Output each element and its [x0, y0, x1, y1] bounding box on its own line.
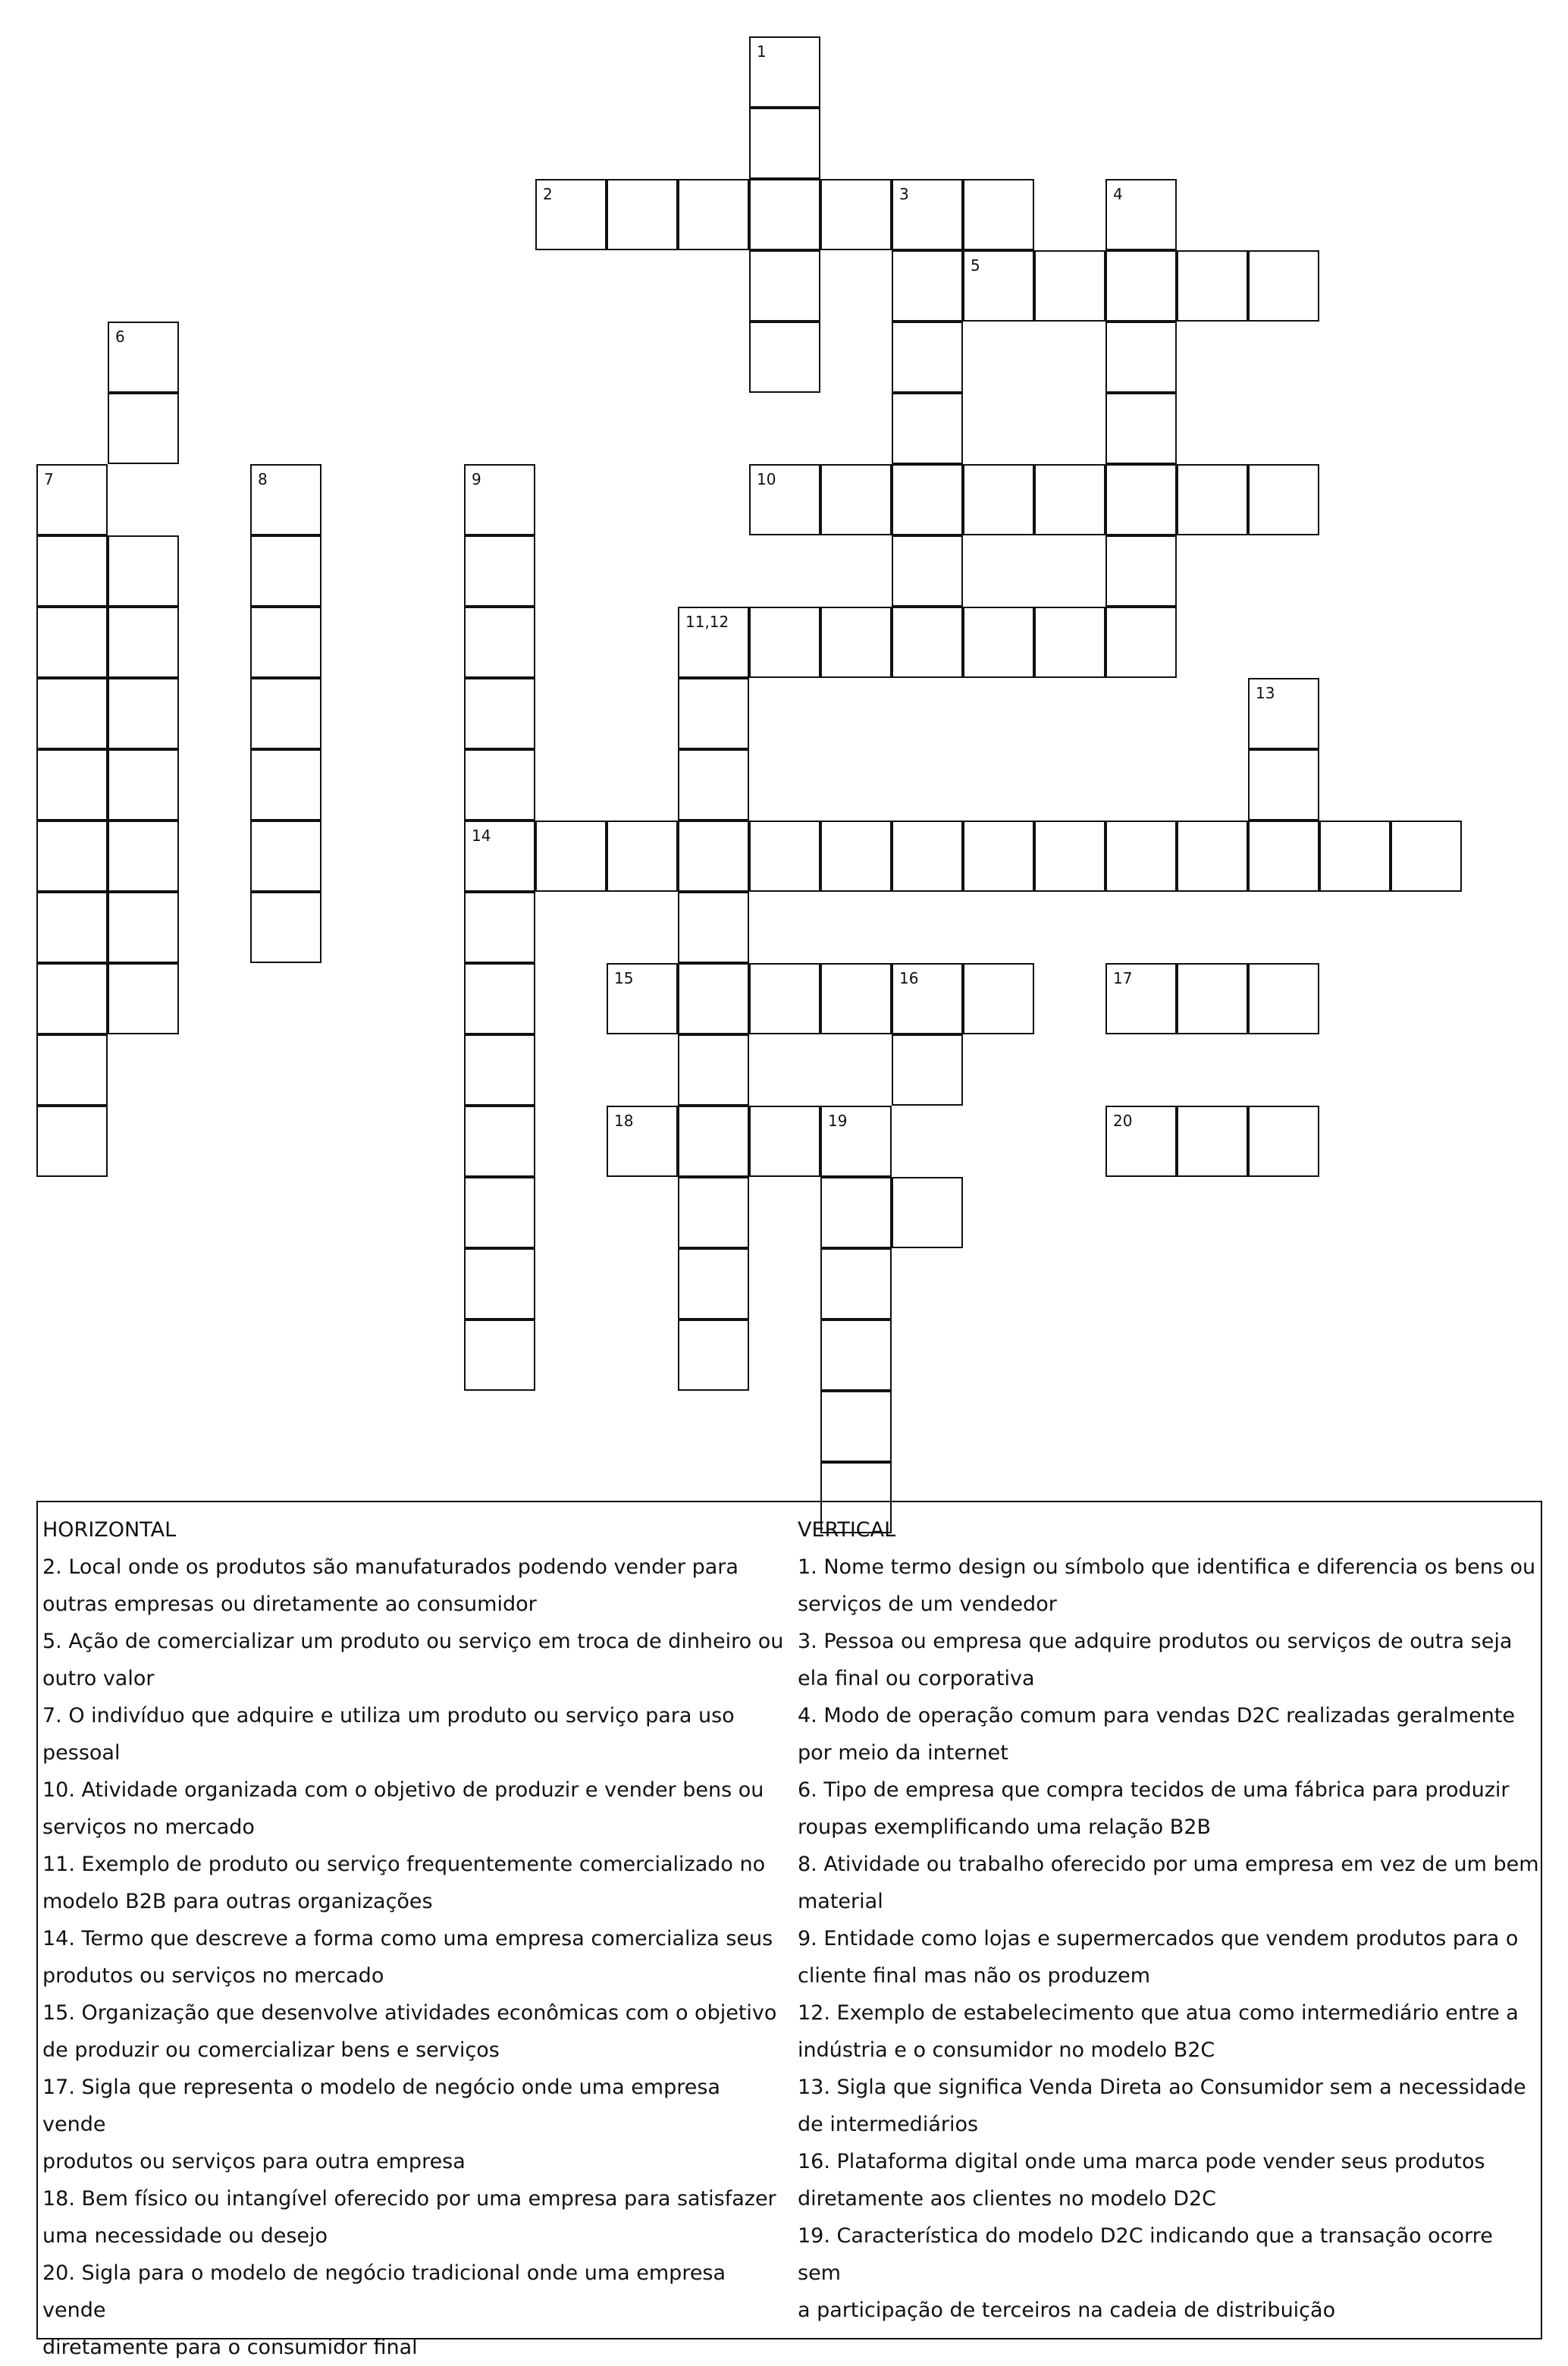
crossword-cell[interactable] — [108, 393, 179, 464]
crossword-cell[interactable] — [464, 607, 535, 678]
crossword-cell[interactable] — [749, 108, 820, 179]
clue-number: 8 — [258, 470, 268, 488]
crossword-cell[interactable] — [1248, 464, 1319, 535]
clue-number: 4 — [1113, 185, 1123, 203]
clue-number: 16 — [899, 969, 919, 987]
vertical-clue-line: 13. Sigla que significa Venda Direta ao Consumidor sem a necessidade — [798, 2076, 1526, 2099]
crossword-cell[interactable] — [892, 1177, 963, 1248]
crossword-cell[interactable] — [1177, 250, 1248, 322]
crossword-cell[interactable] — [108, 607, 179, 678]
crossword-cell[interactable] — [108, 535, 179, 607]
horizontal-clue-line: outras empresas ou diretamente ao consumidor — [42, 1592, 537, 1616]
horizontal-clue-line: uma necessidade ou desejo — [42, 2224, 328, 2248]
vertical-clue-line: serviços de um vendedor — [798, 1592, 1057, 1616]
horizontal-clue-line: 20. Sigla para o modelo de negócio tradicional onde uma empresa vende — [42, 2261, 726, 2322]
crossword-cell[interactable] — [1034, 607, 1105, 678]
crossword-cell[interactable] — [535, 821, 607, 892]
crossword-cell[interactable] — [1248, 821, 1319, 892]
horizontal-clue-line: diretamente para o consumidor final — [42, 2336, 418, 2359]
crossword-cell[interactable] — [1105, 393, 1177, 464]
crossword-cell[interactable] — [1319, 821, 1391, 892]
crossword-cell[interactable] — [250, 607, 321, 678]
horizontal-clues-column — [42, 1511, 786, 2366]
crossword-cell[interactable] — [820, 1391, 892, 1462]
vertical-clue-line: 6. Tipo de empresa que compra tecidos de uma fábrica para produzir — [798, 1778, 1510, 1802]
crossword-cell[interactable] — [36, 749, 108, 821]
crossword-cell[interactable] — [749, 464, 820, 535]
crossword-cell[interactable] — [1177, 1106, 1248, 1177]
clue-number: 9 — [472, 470, 481, 488]
crossword-cell[interactable] — [892, 322, 963, 393]
crossword-cell[interactable] — [678, 678, 749, 749]
crossword-cell[interactable] — [678, 607, 749, 678]
crossword-cell[interactable] — [464, 821, 535, 892]
crossword-cell[interactable] — [36, 678, 108, 749]
vertical-clue-line: 8. Atividade ou trabalho oferecido por uma empresa em vez de um bem — [798, 1853, 1539, 1876]
horizontal-clue-line: modelo B2B para outras organizações — [42, 1890, 433, 1913]
crossword-cell[interactable] — [250, 821, 321, 892]
crossword-cell[interactable] — [678, 1177, 749, 1248]
crossword-cell[interactable] — [108, 322, 179, 393]
horizontal-clue-line: 11. Exemplo de produto ou serviço frequentemente comercializado no — [42, 1853, 766, 1876]
crossword-cell[interactable] — [1248, 1106, 1319, 1177]
crossword-cell[interactable] — [892, 963, 963, 1034]
crossword-cell[interactable] — [464, 535, 535, 607]
crossword-cell[interactable] — [607, 1106, 678, 1177]
crossword-cell[interactable] — [820, 607, 892, 678]
vertical-clue-line: ela final ou corporativa — [798, 1667, 1035, 1690]
clue-number: 3 — [899, 185, 909, 203]
crossword-cell[interactable] — [1105, 535, 1177, 607]
horizontal-clue-line: 10. Atividade organizada com o objetivo de produzir e vender bens ou — [42, 1778, 764, 1802]
horizontal-heading: HORIZONTAL — [42, 1518, 177, 1542]
clue-number: 2 — [543, 185, 553, 203]
crossword-cell[interactable] — [464, 1248, 535, 1320]
crossword-cell[interactable] — [678, 1034, 749, 1106]
horizontal-clue-line: 17. Sigla que representa o modelo de negócio onde uma empresa vende — [42, 2076, 720, 2136]
horizontal-clue-line: 5. Ação de comercializar um produto ou serviço em troca de dinheiro ou — [42, 1630, 784, 1653]
horizontal-clue-line: outro valor — [42, 1667, 155, 1690]
crossword-cell[interactable] — [892, 821, 963, 892]
clue-number: 7 — [44, 470, 54, 488]
crossword-cell[interactable] — [1248, 749, 1319, 821]
horizontal-clue-line: serviços no mercado — [42, 1815, 255, 1839]
crossword-cell[interactable] — [464, 1177, 535, 1248]
clue-number: 1 — [757, 42, 767, 61]
crossword-cell[interactable] — [678, 1320, 749, 1391]
vertical-clue-line: 3. Pessoa ou empresa que adquire produtos ou serviços de outra seja — [798, 1630, 1513, 1653]
crossword-cell[interactable] — [1105, 322, 1177, 393]
crossword-cell[interactable] — [464, 464, 535, 535]
crossword-cell[interactable] — [678, 963, 749, 1034]
clue-number: 6 — [115, 328, 125, 346]
horizontal-clue-line: 2. Local onde os produtos são manufaturados podendo vender para — [42, 1555, 739, 1579]
crossword-cell[interactable] — [1177, 464, 1248, 535]
crossword-cell[interactable] — [36, 1034, 108, 1106]
crossword-cell[interactable] — [36, 464, 108, 535]
crossword-cell[interactable] — [749, 1106, 820, 1177]
vertical-clue-line: 16. Plataforma digital onde uma marca pode vender seus produtos — [798, 2150, 1485, 2173]
crossword-cell[interactable] — [1248, 963, 1319, 1034]
crossword-cell[interactable] — [250, 464, 321, 535]
crossword-cell[interactable] — [963, 821, 1034, 892]
crossword-cell[interactable] — [108, 749, 179, 821]
crossword-cell[interactable] — [36, 821, 108, 892]
crossword-cell[interactable] — [250, 678, 321, 749]
crossword-cell[interactable] — [820, 963, 892, 1034]
crossword-cell[interactable] — [464, 963, 535, 1034]
vertical-clues-column — [798, 1511, 1541, 2329]
vertical-clue-line: 12. Exemplo de estabelecimento que atua como intermediário entre a — [798, 2001, 1519, 2025]
crossword-cell[interactable] — [1105, 607, 1177, 678]
vertical-clue-line: diretamente aos clientes no modelo D2C — [798, 2187, 1217, 2211]
horizontal-clue-line: 7. O indivíduo que adquire e utiliza um produto ou serviço para uso — [42, 1704, 735, 1727]
crossword-cell[interactable] — [820, 1177, 892, 1248]
clue-number: 15 — [614, 969, 634, 987]
crossword-cell[interactable] — [678, 892, 749, 963]
crossword-cell[interactable] — [892, 607, 963, 678]
crossword-cell[interactable] — [1034, 250, 1105, 322]
crossword-cell[interactable] — [749, 821, 820, 892]
crossword-cell[interactable] — [820, 1320, 892, 1391]
crossword-cell[interactable] — [963, 464, 1034, 535]
crossword-cell[interactable] — [250, 892, 321, 963]
horizontal-clue-line: 18. Bem físico ou intangível oferecido por uma empresa para satisfazer — [42, 2187, 776, 2211]
clue-number: 19 — [828, 1112, 848, 1130]
crossword-cell[interactable] — [108, 963, 179, 1034]
clue-number: 17 — [1113, 969, 1133, 987]
crossword-cell[interactable] — [1105, 179, 1177, 250]
crossword-cell[interactable] — [1034, 821, 1105, 892]
crossword-cell[interactable] — [36, 607, 108, 678]
crossword-cell[interactable] — [108, 678, 179, 749]
vertical-clue-line: 19. Característica do modelo D2C indicando que a transação ocorre sem — [798, 2224, 1493, 2285]
crossword-cell[interactable] — [1034, 464, 1105, 535]
vertical-clue-line: por meio da internet — [798, 1741, 1008, 1765]
crossword-cell[interactable] — [1105, 963, 1177, 1034]
crossword-cell[interactable] — [36, 1106, 108, 1177]
crossword-cell[interactable] — [963, 250, 1034, 322]
crossword-cell[interactable] — [464, 749, 535, 821]
crossword-cell[interactable] — [820, 464, 892, 535]
crossword-cell[interactable] — [607, 179, 678, 250]
crossword-cell[interactable] — [607, 821, 678, 892]
clue-panel — [36, 1501, 1542, 2359]
crossword-cell[interactable] — [1177, 821, 1248, 892]
horizontal-clue-line: produtos ou serviços para outra empresa — [42, 2150, 466, 2173]
crossword-cell[interactable] — [464, 1106, 535, 1177]
crossword-cell[interactable] — [464, 1320, 535, 1391]
crossword-cell[interactable] — [963, 607, 1034, 678]
crossword-cell[interactable] — [820, 179, 892, 250]
crossword-cell[interactable] — [963, 963, 1034, 1034]
crossword-cell[interactable] — [892, 535, 963, 607]
crossword-cell[interactable] — [678, 1248, 749, 1320]
crossword-cell[interactable] — [749, 250, 820, 322]
horizontal-clue-line: 15. Organização que desenvolve atividades econômicas com o objetivo — [42, 2001, 777, 2025]
crossword-cell[interactable] — [892, 1034, 963, 1106]
crossword-cell[interactable] — [1248, 250, 1319, 322]
vertical-clue-line: roupas exemplificando uma relação B2B — [798, 1815, 1211, 1839]
vertical-clue-line: 1. Nome termo design ou símbolo que identifica e diferencia os bens ou — [798, 1555, 1536, 1579]
clue-number: 18 — [614, 1112, 634, 1130]
crossword-cell[interactable] — [820, 1248, 892, 1320]
crossword-cell[interactable] — [749, 607, 820, 678]
crossword-cell[interactable] — [1248, 678, 1319, 749]
clue-number: 13 — [1256, 684, 1275, 702]
clue-number: 5 — [971, 256, 980, 275]
crossword-cell[interactable] — [250, 535, 321, 607]
crossword-cell[interactable] — [108, 821, 179, 892]
crossword-cell[interactable] — [892, 179, 963, 250]
crossword-cell[interactable] — [749, 179, 820, 250]
clue-number: 11,12 — [685, 613, 729, 631]
vertical-clue-line: 9. Entidade como lojas e supermercados que vendem produtos para o — [798, 1927, 1519, 1950]
crossword-cell[interactable] — [108, 892, 179, 963]
vertical-clue-line: de intermediários — [798, 2113, 979, 2136]
clue-number: 10 — [757, 470, 776, 488]
crossword-cell[interactable] — [892, 393, 963, 464]
crossword-cell[interactable] — [36, 892, 108, 963]
vertical-heading: VERTICAL — [798, 1518, 896, 1542]
crossword-cell[interactable] — [36, 963, 108, 1034]
clue-number: 14 — [472, 827, 491, 845]
crossword-cell[interactable] — [678, 749, 749, 821]
crossword-cell[interactable] — [820, 821, 892, 892]
crossword-cell[interactable] — [535, 179, 607, 250]
vertical-clue-line: 4. Modo de operação comum para vendas D2C realizadas geralmente — [798, 1704, 1515, 1727]
crossword-cell[interactable] — [250, 749, 321, 821]
crossword-cell[interactable] — [1391, 821, 1462, 892]
crossword-cell[interactable] — [678, 821, 749, 892]
vertical-clue-line: a participação de terceiros na cadeia de distribuição — [798, 2299, 1336, 2322]
crossword-cell[interactable] — [678, 1106, 749, 1177]
crossword-cell[interactable] — [1177, 963, 1248, 1034]
crossword-cell[interactable] — [749, 322, 820, 393]
horizontal-clue-line: de produzir ou comercializar bens e serviços — [42, 2038, 500, 2062]
crossword-cell[interactable] — [36, 535, 108, 607]
vertical-clue-line: cliente final mas não os produzem — [798, 1964, 1151, 1988]
vertical-clue-line: indústria e o consumidor no modelo B2C — [798, 2038, 1215, 2062]
crossword-cell[interactable] — [892, 464, 963, 535]
crossword-cell[interactable] — [963, 179, 1034, 250]
crossword-cell[interactable] — [464, 678, 535, 749]
clue-number: 20 — [1113, 1112, 1133, 1130]
crossword-cell[interactable] — [820, 1106, 892, 1177]
horizontal-clue-line: 14. Termo que descreve a forma como uma empresa comercializa seus — [42, 1927, 773, 1950]
crossword-cell[interactable] — [464, 1034, 535, 1106]
crossword-cell[interactable] — [678, 179, 749, 250]
vertical-clue-line: material — [798, 1890, 883, 1913]
horizontal-clue-line: produtos ou serviços no mercado — [42, 1964, 384, 1988]
crossword-cell[interactable] — [464, 892, 535, 963]
crossword-cell[interactable] — [607, 963, 678, 1034]
crossword-cell[interactable] — [749, 36, 820, 108]
crossword-cell[interactable] — [1105, 250, 1177, 322]
crossword-cell[interactable] — [892, 250, 963, 322]
crossword-cell[interactable] — [1105, 821, 1177, 892]
crossword-cell[interactable] — [1105, 464, 1177, 535]
horizontal-clue-line: pessoal — [42, 1741, 121, 1765]
crossword-cell[interactable] — [1105, 1106, 1177, 1177]
crossword-cell[interactable] — [749, 963, 820, 1034]
